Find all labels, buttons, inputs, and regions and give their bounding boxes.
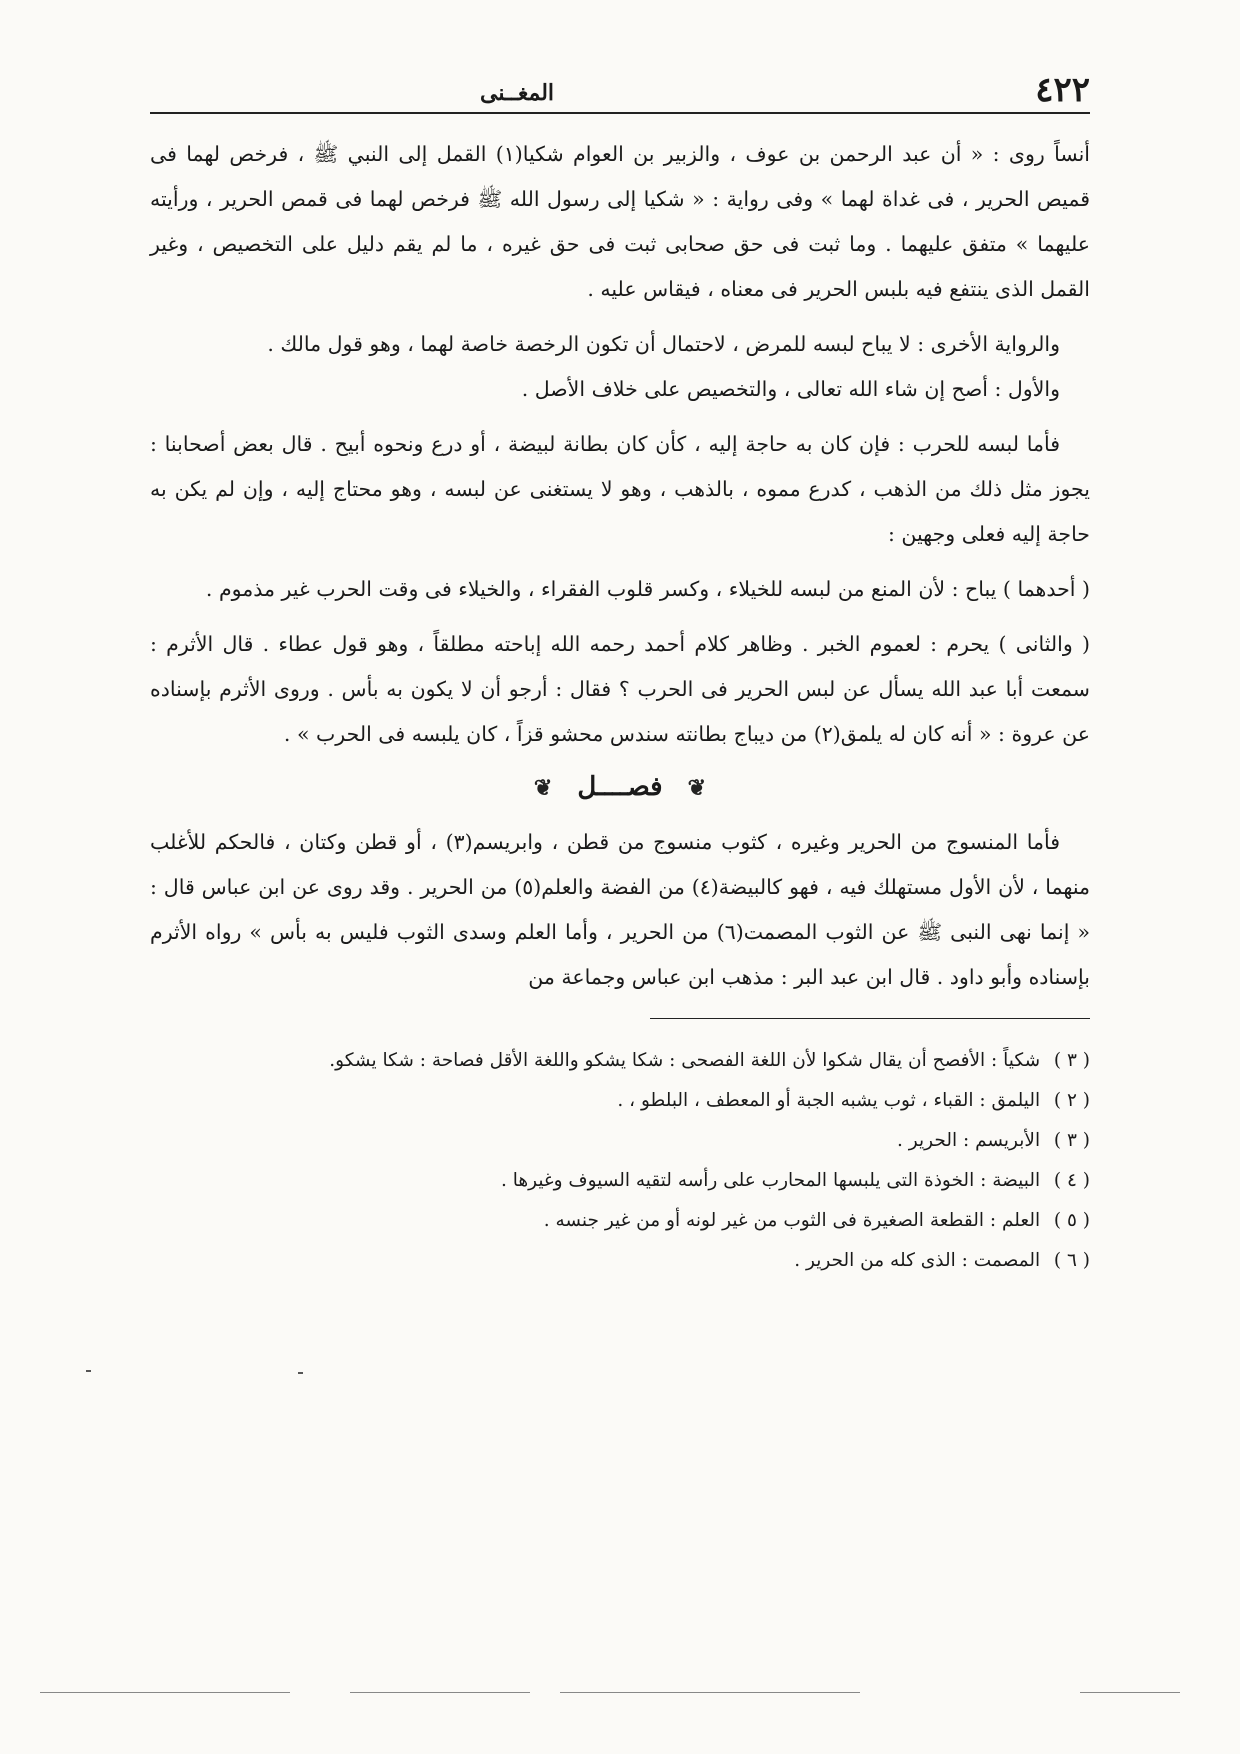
paragraph: ( أحدهما ) يباح : لأن المنع من لبسه للخيلاء ، وكسر قلوب الفقراء ، والخيلاء فى وقت الحرب غير مذموم . [205,577,1090,601]
footnote [150,1241,1090,1281]
footnote-text: شكياً : الأفصح أن يقال شكوا لأن اللغة الفصحى : شكا يشكو واللغة الأقل فصاحة : شكا يشكو. [329,1050,1041,1071]
book-page [150,70,1090,1281]
scan-edge-line [40,1692,290,1693]
main-text [150,132,1090,1000]
footnote-text: البيضة : الخوذة التى يلبسها المحارب على رأسه لتقيه السيوف وغيرها . [500,1170,1041,1191]
footnote-text: الأبريسم : الحرير . [897,1130,1041,1151]
running-title: المغــنى [480,80,555,106]
footnote [150,1121,1090,1161]
footnote-number: ( ٣ ) [1053,1130,1090,1151]
scan-speck [86,1370,91,1372]
section-heading [150,761,1090,814]
footnote-text: العلم : القطعة الصغيرة فى الثوب من غير لونه أو من غير جنسه . [543,1210,1041,1231]
section-heading-text: فصــــل [577,772,663,802]
scan-edge-line [1080,1692,1180,1693]
footnote [150,1201,1090,1241]
footnote-separator [650,1018,1090,1019]
paragraph: والأول : أصح إن شاء الله تعالى ، والتخصيص على خلاف الأصل . [521,377,1060,401]
ornament-icon: ❦ [687,775,707,801]
footnote-number: ( ٢ ) [1053,1090,1090,1111]
footnote [150,1041,1090,1081]
scan-speck [298,1372,303,1374]
paragraph: أنساً روى : « أن عبد الرحمن بن عوف ، والزبير بن العوام شكيا(١) القمل إلى النبي ﷺ ، فرخص لهما فى قميص الحرير ، فى غداة لهما » وفى رواية : « شكيا إلى رسول الله ﷺ فرخص لهما فى قمص الحرير ، ورأيته عليهما » متفق عليهما . وما ثبت فى حق صحابى ثبت فى حق غيره ، ما لم يقم دليل على التخصيص ، وغير القمل الذى ينتفع فيه بلبس الحرير فى معناه ، فيقاس عليه . [150,142,1091,301]
paragraph: ( والثانى ) يحرم : لعموم الخبر . وظاهر كلام أحمد رحمه الله إباحته مطلقاً ، وهو قول عطاء . قال الأثرم : سمعت أبا عبد الله يسأل عن لبس الحرير فى الحرب ؟ فقال : أرجو أن لا يكون به بأس . وروى الأثرم بإسناده عن عروة : « أنه كان له يلمق(٢) من ديباج بطانته سندس محشو قزاً ، كان يلبسه فى الحرب » . [150,632,1090,746]
footnote-text: المصمت : الذى كله من الحرير . [794,1250,1041,1271]
footnote [150,1161,1090,1201]
scan-edge-line [560,1692,860,1693]
paragraph: والرواية الأخرى : لا يباح لبسه للمرض ، لاحتمال أن تكون الرخصة خاصة لهما ، وهو قول مالك . [267,332,1060,356]
footnote-number: ( ٣ ) [1053,1050,1090,1071]
header-rule [150,112,1090,114]
footnote-number: ( ٦ ) [1053,1250,1090,1271]
page-header [150,70,1090,110]
footnotes [150,1041,1090,1281]
footnote-text: اليلمق : القباء ، ثوب يشبه الجبة أو المعطف ، البلطو ، . [617,1090,1041,1111]
ornament-icon: ❦ [533,775,553,801]
section-paragraph: فأما المنسوج من الحرير وغيره ، كثوب منسوج من قطن ، وابريسم(٣) ، أو قطن وكتان ، فالحكم للأغلب منهما ، لأن الأول مستهلك فيه ، فهو كالبيضة(٤) من الفضة والعلم(٥) من الحرير . وقد روى عن ابن عباس قال : « إنما نهى النبى ﷺ عن الثوب المصمت(٦) من الحرير ، وأما العلم وسدى الثوب فليس به بأس » رواه الأثرم بإسناده وأبو داود . قال ابن عبد البر : مذهب ابن عباس وجماعة من [150,830,1091,989]
footnote-number: ( ٥ ) [1053,1210,1090,1231]
footnote-number: ( ٤ ) [1053,1170,1090,1191]
page-number: ٤٢٢ [1035,70,1090,110]
paragraph: فأما لبسه للحرب : فإن كان به حاجة إليه ، كأن كان بطانة لبيضة ، أو درع ونحوه أبيح . قال بعض أصحابنا : يجوز مثل ذلك من الذهب ، كدرع مموه ، بالذهب ، وهو لا يستغنى عن لبسه ، وهو محتاج إليه ، وإن لم يكن به حاجة إليه فعلى وجهين : [150,432,1090,546]
scan-edge-line [350,1692,530,1693]
footnote [150,1081,1090,1121]
